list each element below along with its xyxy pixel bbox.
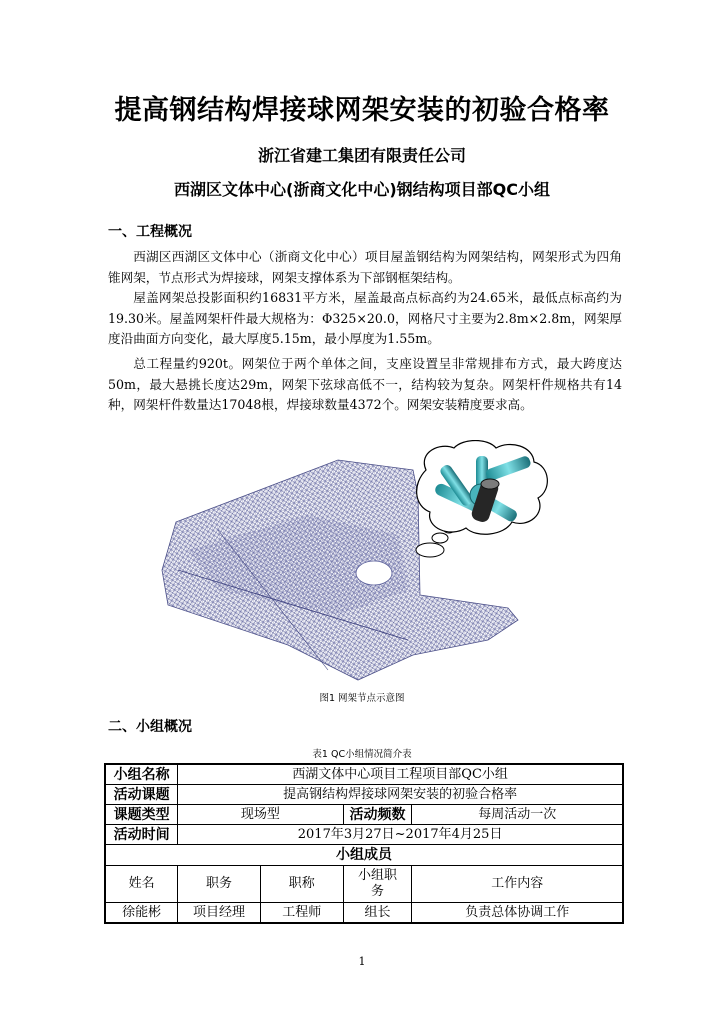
- section2-heading: 二、小组概况: [108, 719, 192, 735]
- topic-label: 活动课题: [105, 785, 178, 805]
- topic-value: 提高钢结构焊接球网架安装的初验合格率: [178, 785, 623, 805]
- group-name-label: 小组名称: [105, 764, 178, 785]
- member-group-role: 组长: [343, 903, 412, 924]
- header-position: 职务: [178, 866, 261, 903]
- page-number: 1: [358, 955, 366, 968]
- table-caption: 表1 QC小组情况简介表: [312, 749, 412, 760]
- document-title: 提高钢结构焊接球网架安装的初验合格率: [114, 95, 610, 126]
- header-group-role-text: 小组职务: [357, 868, 397, 899]
- team-name: 西湖区文体中心(浙商文化中心)钢结构项目部QC小组: [174, 180, 550, 199]
- space-frame-illustration: [158, 440, 570, 685]
- qc-group-table: [104, 763, 624, 924]
- space-frame-figure: [158, 440, 570, 685]
- type-value: 现场型: [178, 805, 343, 825]
- type-label: 课题类型: [105, 805, 178, 825]
- company-name: 浙江省建工集团有限责任公司: [257, 146, 466, 165]
- freq-label: 活动频数: [343, 805, 412, 825]
- section1-paragraph-1: 西湖区西湖区文体中心（浙商文化中心）项目屋盖钢结构为网架结构，网架形式为四角锥网架，节点形式为焊接球，网架支撑体系为下部钢框架结构。: [108, 249, 622, 285]
- header-group-role: [343, 866, 412, 903]
- freq-value: 每周活动一次: [412, 805, 623, 825]
- figure-caption: 图1 网架节点示意图: [319, 693, 405, 704]
- header-work: 工作内容: [412, 866, 623, 903]
- section1-paragraph-2: 屋盖网架总投影面积约16831平方米，屋盖最高点标高约为24.65米，最低点标高约为19.30米。屋盖网架杆件最大规格为：Φ325×20.0，网格尺寸主要为2.8m×2.8m，网架厚度沿曲面方向变化，最大厚度5.15m，最小厚度为1.55m。: [108, 290, 622, 346]
- member-position: 项目经理: [178, 903, 261, 924]
- members-label: 小组成员: [105, 845, 623, 866]
- header-name: 姓名: [105, 866, 178, 903]
- member-work: 负责总体协调工作: [412, 903, 623, 924]
- member-title: 工程师: [260, 903, 343, 924]
- section1-heading: 一、工程概况: [108, 224, 192, 240]
- member-name: 徐能彬: [105, 903, 178, 924]
- time-value: 2017年3月27日~2017年4月25日: [178, 825, 623, 845]
- group-name-value: 西湖文体中心项目工程项目部QC小组: [178, 764, 623, 785]
- header-title: 职称: [260, 866, 343, 903]
- time-label: 活动时间: [105, 825, 178, 845]
- section1-paragraph-3: 总工程量约920t。网架位于两个单体之间，支座设置呈非常规排布方式，最大跨度达50m，最大悬挑长度达29m，网架下弦球高低不一，结构较为复杂。网架杆件规格共有14种，网架杆件数量达17048根，焊接球数量4372个。网架安装精度要求高。: [108, 356, 622, 412]
